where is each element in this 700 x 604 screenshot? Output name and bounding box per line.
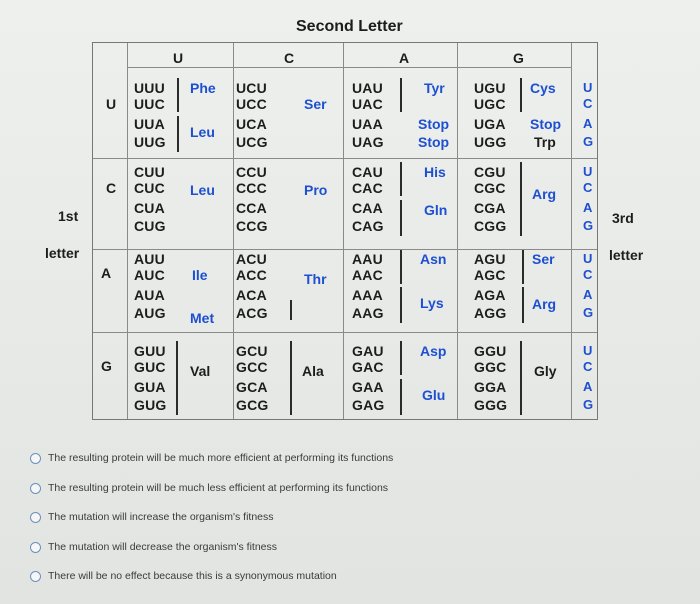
codon: UGC [474,96,506,112]
group-bracket [290,341,292,415]
option-label[interactable]: The resulting protein will be much less efficient at performing its functions [48,482,389,494]
codon: CGU [474,164,506,180]
second-letter-c: C [284,50,295,66]
codon: CAG [352,218,384,234]
group-bracket [520,162,522,236]
third-letter: A [583,116,593,131]
amino-acid-label: His [424,164,446,180]
codon: UUU [134,80,165,96]
codon: UGA [474,116,506,132]
option-label[interactable]: The mutation will decrease the organism's fitness [48,541,278,553]
codon: AAC [352,267,383,283]
codon: CCU [236,164,267,180]
codon: ACU [236,251,267,267]
amino-acid-label: Stop [418,116,450,132]
answer-option-2[interactable] [30,482,388,494]
grid-line [343,43,344,419]
amino-acid-label: Arg [532,296,557,312]
codon: CGA [474,200,506,216]
amino-acid-label: Val [190,363,211,379]
codon-table [92,42,598,420]
codon: AGU [474,251,506,267]
codon: ACA [236,287,267,303]
codon: UAU [352,80,383,96]
codon: CUA [134,200,165,216]
third-letter: U [583,343,593,358]
grid-line [93,158,597,159]
group-bracket [400,78,402,112]
codon: GAC [352,359,384,375]
radio-button[interactable] [30,542,41,553]
group-bracket [177,116,179,152]
codon: CAU [352,164,383,180]
option-label[interactable]: The resulting protein will be much more efficient at performing its functions [48,452,394,464]
amino-acid-label: Stop [418,134,450,150]
amino-acid-label: Glu [422,387,446,403]
group-bracket [400,162,402,196]
option-label[interactable]: There will be no effect because this is a synonymous mutation [48,570,337,582]
codon: GCG [236,397,269,413]
first-letter-c: C [106,180,117,196]
codon: CCC [236,180,267,196]
third-letter: C [583,96,593,111]
first-letter-label-1: 1st [58,208,79,224]
amino-acid-label: Phe [190,80,216,96]
codon: UCA [236,116,267,132]
group-bracket [400,200,402,236]
third-letter: A [583,200,593,215]
grid-line [127,67,571,68]
codon: GAA [352,379,384,395]
codon: UCC [236,96,267,112]
answer-option-1[interactable] [30,452,393,464]
codon: GAU [352,343,384,359]
codon: CUG [134,218,166,234]
codon: CAA [352,200,383,216]
codon: CAC [352,180,383,196]
codon: GUU [134,343,166,359]
third-letter: C [583,180,593,195]
grid-line [233,43,234,419]
radio-button[interactable] [30,483,41,494]
third-letter-label-1: 3rd [612,210,634,226]
answer-option-5[interactable] [30,570,337,582]
amino-acid-label: Asn [420,251,447,267]
option-label[interactable]: The mutation will increase the organism's fitness [48,511,274,523]
amino-acid-label: Trp [534,134,556,150]
group-bracket [400,379,402,415]
amino-acid-label: Ile [192,267,208,283]
radio-button[interactable] [30,512,41,523]
first-letter-g: G [101,358,112,374]
group-bracket [400,341,402,375]
codon: UAG [352,134,384,150]
amino-acid-label: Gly [534,363,557,379]
codon: GUA [134,379,166,395]
codon: AGA [474,287,506,303]
codon: GUG [134,397,167,413]
first-letter-a: A [101,265,112,281]
answer-option-3[interactable] [30,511,274,523]
grid-line [457,43,458,419]
codon: CCA [236,200,267,216]
codon: UGG [474,134,507,150]
third-letter: A [583,287,593,302]
codon: UCU [236,80,267,96]
codon: AAG [352,305,384,321]
second-letter-a: A [399,50,410,66]
third-letter: U [583,80,593,95]
codon: AUA [134,287,165,303]
grid-line [127,43,128,419]
second-letter-g: G [513,50,524,66]
amino-acid-label: Arg [532,186,557,202]
amino-acid-label: Gln [424,202,448,218]
codon: GCU [236,343,268,359]
group-bracket [522,287,524,323]
amino-acid-label: Cys [530,80,556,96]
grid-line [93,332,597,333]
codon: UAC [352,96,383,112]
codon: CGC [474,180,506,196]
codon: CCG [236,218,268,234]
codon: CUU [134,164,165,180]
group-bracket [400,250,402,284]
third-letter: G [583,397,594,412]
third-letter-label-2: letter [609,247,644,263]
codon: UUC [134,96,165,112]
amino-acid-label: Leu [190,124,215,140]
codon: ACC [236,267,267,283]
group-bracket [177,78,179,112]
group-bracket [522,250,524,284]
group-bracket [176,341,178,415]
codon: AGC [474,267,506,283]
codon: UUG [134,134,166,150]
codon: GGU [474,343,507,359]
codon: AUC [134,267,165,283]
codon: AGG [474,305,507,321]
codon: UUA [134,116,165,132]
first-letter-u: U [106,96,117,112]
third-letter: G [583,305,594,320]
codon: CGG [474,218,507,234]
group-bracket [520,78,522,112]
third-letter: A [583,379,593,394]
amino-acid-label: Leu [190,182,215,198]
codon: GCA [236,379,268,395]
third-letter: G [583,218,594,233]
group-bracket [290,300,292,320]
second-letter-u: U [173,50,184,66]
third-letter: U [583,251,593,266]
codon: GUC [134,359,166,375]
third-letter: C [583,359,593,374]
codon: AAA [352,287,383,303]
amino-acid-label: Stop [530,116,562,132]
codon: GAG [352,397,385,413]
codon: AUU [134,251,165,267]
codon: ACG [236,305,268,321]
group-bracket [400,287,402,323]
amino-acid-label: Thr [304,271,327,287]
group-bracket [520,341,522,415]
codon: GGG [474,397,508,413]
amino-acid-label: Tyr [424,80,445,96]
amino-acid-label: Ser [304,96,327,112]
codon: AAU [352,251,383,267]
codon: GCC [236,359,268,375]
first-letter-label-2: letter [45,245,80,261]
codon: UGU [474,80,506,96]
amino-acid-label: Ala [302,363,324,379]
amino-acid-label: Lys [420,295,444,311]
codon: CUC [134,180,165,196]
radio-button[interactable] [30,571,41,582]
radio-button[interactable] [30,453,41,464]
codon: GGC [474,359,507,375]
codon: GGA [474,379,507,395]
third-letter: G [583,134,594,149]
amino-acid-label: Ser [532,251,555,267]
amino-acid-label: Met [190,310,215,326]
table-title: Second Letter [296,18,403,35]
codon: UAA [352,116,383,132]
third-letter: U [583,164,593,179]
codon: AUG [134,305,166,321]
amino-acid-label: Pro [304,182,328,198]
third-letter: C [583,267,593,282]
codon: UCG [236,134,268,150]
amino-acid-label: Asp [420,343,447,359]
answer-option-4[interactable] [30,541,277,553]
grid-line [571,43,572,419]
